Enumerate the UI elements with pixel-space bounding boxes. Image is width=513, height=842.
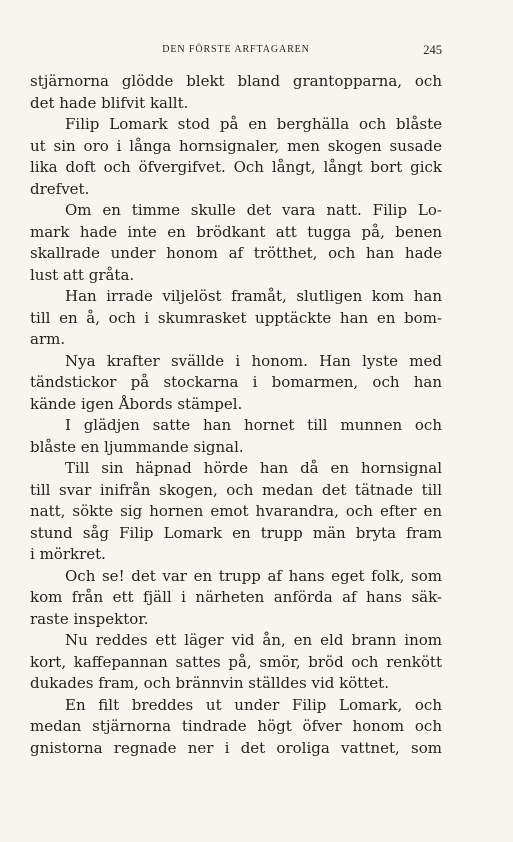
text-line: skallrade under honom af trötthet, och han hade bbox=[30, 244, 442, 262]
text-line: det hade blifvit kallt. bbox=[30, 93, 189, 112]
page-number: 245 bbox=[423, 43, 442, 57]
text-line: kort, kaffepannan sattes på, smör, bröd och renkött bbox=[30, 652, 442, 671]
text-line: blåste en ljummande signal. bbox=[30, 437, 244, 456]
text-line: Han irrade viljelöst framåt, slutligen kom han bbox=[65, 287, 442, 305]
text-line: I glädjen satte han hornet till munnen och bbox=[65, 416, 442, 434]
text-line: mark hade inte en brödkant att tugga på, benen bbox=[30, 222, 442, 241]
text-line: Nu reddes ett läger vid ån, en eld brann inom bbox=[65, 631, 442, 649]
text-line: ut sin oro i långa hornsignaler, men skogen susade bbox=[30, 136, 442, 155]
text-line: till svar inifrån skogen, och medan det tätnade till bbox=[30, 480, 442, 499]
text-line: Och se! det var en trupp af hans eget folk, som bbox=[65, 566, 442, 585]
text-line: En filt breddes ut under Filip Lomark, och bbox=[65, 695, 442, 714]
text-line: kom från ett fjäll i närheten anförda af hans säk- bbox=[30, 588, 442, 606]
page-header bbox=[30, 43, 442, 57]
text-line: stund såg Filip Lomark en trupp män bryta fram bbox=[30, 523, 442, 542]
text-line: lust att gråta. bbox=[30, 265, 135, 284]
body-text bbox=[30, 71, 442, 759]
text-line: tändstickor på stockarna i bomarmen, och han bbox=[30, 373, 442, 391]
text-line: i mörkret. bbox=[30, 545, 106, 563]
text-line: natt, sökte sig hornen emot hvarandra, och efter en bbox=[30, 502, 442, 520]
text-line: stjärnorna glödde blekt bland grantopparna, och bbox=[30, 72, 442, 90]
text-line: Om en timme skulle det vara natt. Filip Lo- bbox=[65, 201, 442, 219]
text-line: arm. bbox=[30, 330, 66, 348]
text-line: Till sin häpnad hörde han då en hornsignal bbox=[65, 459, 442, 477]
text-line: drefvet. bbox=[30, 179, 90, 198]
text-line: Filip Lomark stod på en berghälla och blåste bbox=[65, 115, 442, 133]
text-line: Nya krafter svällde i honom. Han lyste med bbox=[65, 351, 442, 370]
text-line: till en å, och i skumrasket upptäckte han en bom- bbox=[30, 308, 442, 327]
text-line: raste inspektor. bbox=[30, 609, 149, 628]
text-line: gnistorna regnade ner i det oroliga vattnet, som bbox=[30, 738, 442, 757]
running-head: DEN FÖRSTE ARFTAGAREN bbox=[162, 44, 310, 55]
text-line: medan stjärnorna tindrade högt öfver honom och bbox=[30, 717, 442, 735]
text-line: lika doft och öfvergifvet. Och långt, långt bort gick bbox=[30, 158, 442, 176]
text-line: kände igen Åbords stämpel. bbox=[30, 394, 243, 413]
text-line: dukades fram, och brännvin ställdes vid köttet. bbox=[30, 674, 389, 692]
